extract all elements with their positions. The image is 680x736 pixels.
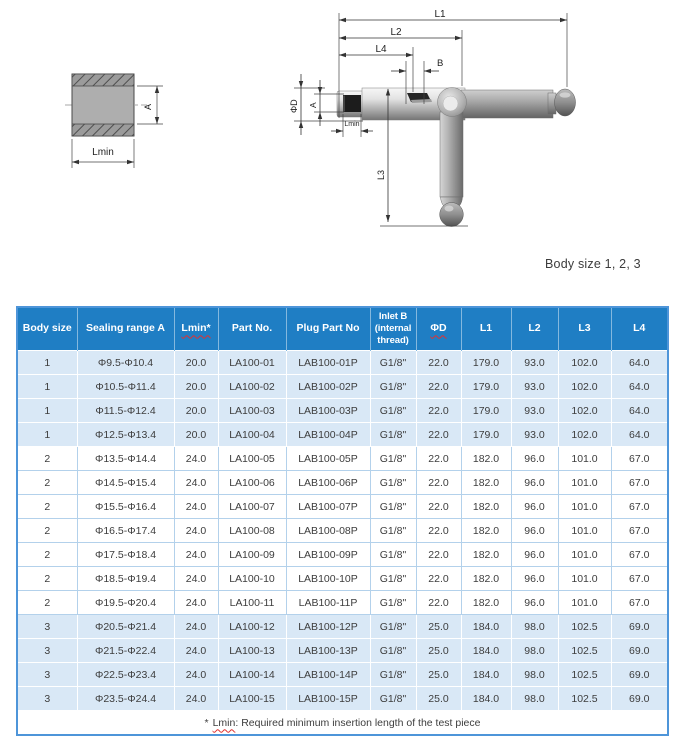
spec-cell: 22.0 [416, 351, 461, 375]
spec-cell: 96.0 [511, 567, 558, 591]
dim-label-a-right: A [308, 102, 318, 108]
spec-cell: 179.0 [461, 375, 511, 399]
spec-cell: LAB100-09P [286, 543, 370, 567]
spec-cell: 102.5 [558, 639, 611, 663]
spec-cell: 101.0 [558, 495, 611, 519]
spec-cell: 184.0 [461, 615, 511, 639]
spec-cell: 24.0 [174, 567, 218, 591]
spec-row [17, 591, 668, 615]
spec-cell: 101.0 [558, 591, 611, 615]
spec-cell: 25.0 [416, 687, 461, 711]
spec-cell: G1/8" [370, 543, 416, 567]
spec-cell: 2 [17, 447, 77, 471]
spec-cell: Φ21.5-Φ22.4 [77, 639, 174, 663]
spec-cell: LA100-04 [218, 423, 286, 447]
spec-cell: 182.0 [461, 447, 511, 471]
spec-cell: 96.0 [511, 543, 558, 567]
spec-cell: 22.0 [416, 399, 461, 423]
footnote-text: : Required minimum insertion length of the test piece [235, 716, 481, 729]
spec-cell: 2 [17, 495, 77, 519]
column-header: L1 [461, 307, 511, 351]
column-header: ΦD [416, 307, 461, 351]
spec-cell: LA100-08 [218, 519, 286, 543]
column-header: Plug Part No [286, 307, 370, 351]
spec-cell: 102.5 [558, 687, 611, 711]
spec-cell: G1/8" [370, 471, 416, 495]
spec-cell: Φ17.5-Φ18.4 [77, 543, 174, 567]
spec-cell: 182.0 [461, 543, 511, 567]
spec-cell: 24.0 [174, 687, 218, 711]
spec-cell: LA100-07 [218, 495, 286, 519]
spec-row [17, 399, 668, 423]
spec-cell: 96.0 [511, 519, 558, 543]
spec-cell: 182.0 [461, 519, 511, 543]
spec-cell: 24.0 [174, 615, 218, 639]
spec-cell: 1 [17, 375, 77, 399]
tool-body-right [461, 90, 553, 118]
dim-label-phi-d: ΦD [289, 99, 299, 113]
spec-cell: Φ15.5-Φ16.4 [77, 495, 174, 519]
spec-cell: LA100-11 [218, 591, 286, 615]
footnote-cell [17, 711, 668, 736]
spec-row [17, 543, 668, 567]
spec-cell: 24.0 [174, 591, 218, 615]
spec-cell: Φ20.5-Φ21.4 [77, 615, 174, 639]
dim-label-l3: L3 [376, 169, 386, 180]
spec-cell: LAB100-06P [286, 471, 370, 495]
spec-cell: LA100-09 [218, 543, 286, 567]
spec-cell: 101.0 [558, 519, 611, 543]
spec-row [17, 663, 668, 687]
spec-cell: 102.0 [558, 375, 611, 399]
spec-cell: 101.0 [558, 567, 611, 591]
spec-cell: 3 [17, 639, 77, 663]
column-header: L2 [511, 307, 558, 351]
spec-cell: Φ18.5-Φ19.4 [77, 567, 174, 591]
dim-label-l2: L2 [390, 27, 402, 38]
spec-row [17, 519, 668, 543]
spec-cell: 22.0 [416, 471, 461, 495]
table-header-row [17, 307, 668, 351]
spec-cell: LAB100-08P [286, 519, 370, 543]
spec-cell: 22.0 [416, 543, 461, 567]
dim-label-lmin-left: Lmin [92, 147, 114, 158]
spec-cell: 2 [17, 567, 77, 591]
spec-cell: 25.0 [416, 639, 461, 663]
spec-cell: 67.0 [611, 543, 668, 567]
spec-cell: 1 [17, 399, 77, 423]
sealing-tool-drawing [289, 9, 576, 227]
spec-cell: 101.0 [558, 543, 611, 567]
spec-cell: LAB100-05P [286, 447, 370, 471]
dim-label-l1: L1 [434, 9, 446, 20]
spec-cell: Φ10.5-Φ11.4 [77, 375, 174, 399]
spec-cell: 20.0 [174, 423, 218, 447]
spec-cell: LAB100-15P [286, 687, 370, 711]
spec-cell: 69.0 [611, 687, 668, 711]
spec-cell: LAB100-01P [286, 351, 370, 375]
dim-label-l4: L4 [375, 44, 387, 55]
tool-leg [440, 112, 463, 197]
insertion-tip [343, 95, 361, 112]
spec-cell: LA100-06 [218, 471, 286, 495]
spec-cell: 102.0 [558, 423, 611, 447]
spec-row [17, 615, 668, 639]
column-header: Lmin* [174, 307, 218, 351]
spec-cell: 22.0 [416, 375, 461, 399]
spec-cell: 22.0 [416, 495, 461, 519]
spec-cell: 101.0 [558, 447, 611, 471]
spec-cell: G1/8" [370, 423, 416, 447]
spec-cell: G1/8" [370, 663, 416, 687]
spec-cell: Φ9.5-Φ10.4 [77, 351, 174, 375]
spec-cell: 184.0 [461, 687, 511, 711]
spec-cell: G1/8" [370, 351, 416, 375]
footnote-star: * [204, 716, 209, 729]
spec-cell: 24.0 [174, 519, 218, 543]
spec-cell: 101.0 [558, 471, 611, 495]
spec-cell: LA100-12 [218, 615, 286, 639]
spec-cell: 22.0 [416, 567, 461, 591]
spec-cell: LA100-01 [218, 351, 286, 375]
spec-cell: G1/8" [370, 567, 416, 591]
spec-cell: LA100-13 [218, 639, 286, 663]
spec-cell: 24.0 [174, 543, 218, 567]
spec-row [17, 567, 668, 591]
spec-cell: 24.0 [174, 447, 218, 471]
spec-cell: 182.0 [461, 495, 511, 519]
spec-cell: 102.5 [558, 663, 611, 687]
spec-cell: 67.0 [611, 471, 668, 495]
column-header: Body size [17, 307, 77, 351]
spec-cell: LA100-03 [218, 399, 286, 423]
spec-cell: 3 [17, 663, 77, 687]
spec-row [17, 687, 668, 711]
spec-cell: Φ11.5-Φ12.4 [77, 399, 174, 423]
spec-cell: LAB100-04P [286, 423, 370, 447]
spec-cell: Φ16.5-Φ17.4 [77, 519, 174, 543]
spec-cell: 20.0 [174, 375, 218, 399]
column-header: L4 [611, 307, 668, 351]
spec-cell: 64.0 [611, 399, 668, 423]
spec-cell: 67.0 [611, 447, 668, 471]
dim-label-a-left: A [143, 103, 153, 110]
spec-cell: 1 [17, 423, 77, 447]
spec-cell: G1/8" [370, 519, 416, 543]
spec-cell: 93.0 [511, 351, 558, 375]
spec-cell: Φ19.5-Φ20.4 [77, 591, 174, 615]
spec-cell: G1/8" [370, 399, 416, 423]
spec-cell: 184.0 [461, 639, 511, 663]
spec-cell: LA100-10 [218, 567, 286, 591]
spec-cell: 3 [17, 687, 77, 711]
spec-cell: 93.0 [511, 399, 558, 423]
spec-cell: LA100-02 [218, 375, 286, 399]
technical-drawings [0, 0, 680, 300]
spec-cell: LA100-15 [218, 687, 286, 711]
spec-cell: 2 [17, 591, 77, 615]
spec-cell: LA100-05 [218, 447, 286, 471]
spec-cell: 67.0 [611, 495, 668, 519]
spec-cell: 182.0 [461, 591, 511, 615]
spec-cell: 24.0 [174, 639, 218, 663]
footnote-row [17, 711, 668, 736]
spec-cell: 64.0 [611, 423, 668, 447]
spec-cell: LAB100-07P [286, 495, 370, 519]
spec-cell: 102.0 [558, 351, 611, 375]
spec-cell: 102.0 [558, 399, 611, 423]
spec-cell: 93.0 [511, 375, 558, 399]
spec-cell: 179.0 [461, 399, 511, 423]
spec-cell: 24.0 [174, 663, 218, 687]
spec-cell: LAB100-14P [286, 663, 370, 687]
spec-cell: 96.0 [511, 495, 558, 519]
spec-cell: 22.0 [416, 591, 461, 615]
dim-label-b: B [437, 58, 444, 69]
spec-cell: LA100-14 [218, 663, 286, 687]
spec-cell: 64.0 [611, 351, 668, 375]
spec-cell: 69.0 [611, 615, 668, 639]
spec-cell: LAB100-03P [286, 399, 370, 423]
column-header: Part No. [218, 307, 286, 351]
spec-cell: G1/8" [370, 447, 416, 471]
spec-cell: 179.0 [461, 351, 511, 375]
spec-row [17, 471, 668, 495]
spec-cell: LAB100-02P [286, 375, 370, 399]
spec-cell: G1/8" [370, 615, 416, 639]
spec-cell: Φ13.5-Φ14.4 [77, 447, 174, 471]
spec-cell: 98.0 [511, 615, 558, 639]
spec-cell: 98.0 [511, 687, 558, 711]
spec-row [17, 375, 668, 399]
spec-row [17, 351, 668, 375]
spec-row [17, 495, 668, 519]
spec-cell: 96.0 [511, 447, 558, 471]
spec-cell: 182.0 [461, 567, 511, 591]
spec-cell: 179.0 [461, 423, 511, 447]
dim-label-lmin-right: Lmin [344, 121, 360, 128]
spec-cell: LAB100-10P [286, 567, 370, 591]
hatch-band-bottom [72, 124, 134, 136]
spec-cell: 69.0 [611, 639, 668, 663]
spec-cell: 1 [17, 351, 77, 375]
spec-cell: G1/8" [370, 375, 416, 399]
body-size-caption: Body size 1, 2, 3 [545, 257, 641, 271]
spec-cell: LAB100-11P [286, 591, 370, 615]
spec-cell: 98.0 [511, 663, 558, 687]
column-header: L3 [558, 307, 611, 351]
spec-cell: G1/8" [370, 687, 416, 711]
spec-cell: G1/8" [370, 639, 416, 663]
column-header: Sealing range A [77, 307, 174, 351]
spec-cell: 24.0 [174, 471, 218, 495]
spec-cell: Φ22.5-Φ23.4 [77, 663, 174, 687]
spec-cell: 67.0 [611, 567, 668, 591]
spec-cell: 184.0 [461, 663, 511, 687]
spec-cell: 20.0 [174, 399, 218, 423]
spec-cell: 69.0 [611, 663, 668, 687]
spec-cell: LAB100-13P [286, 639, 370, 663]
spec-cell: 102.5 [558, 615, 611, 639]
spec-cell: 25.0 [416, 615, 461, 639]
spec-cell: 182.0 [461, 471, 511, 495]
spec-cell: 24.0 [174, 495, 218, 519]
spec-row [17, 639, 668, 663]
spec-table [16, 306, 669, 736]
spec-cell: LAB100-12P [286, 615, 370, 639]
spec-cell: 22.0 [416, 447, 461, 471]
spec-cell: 2 [17, 519, 77, 543]
column-header: Inlet B (internal thread) [370, 307, 416, 351]
spec-cell: 22.0 [416, 423, 461, 447]
spec-cell: 2 [17, 471, 77, 495]
spec-cell: 96.0 [511, 591, 558, 615]
test-piece-section-drawing [65, 74, 163, 168]
spec-cell: 22.0 [416, 519, 461, 543]
spec-cell: 96.0 [511, 471, 558, 495]
footnote-term: Lmin [212, 716, 236, 729]
spec-row [17, 447, 668, 471]
spec-cell: 98.0 [511, 639, 558, 663]
hatch-band-top [72, 74, 134, 86]
spec-cell: G1/8" [370, 495, 416, 519]
spec-cell: 2 [17, 543, 77, 567]
spec-cell: 20.0 [174, 351, 218, 375]
spec-cell: 64.0 [611, 375, 668, 399]
spec-cell: G1/8" [370, 591, 416, 615]
spec-cell: 67.0 [611, 519, 668, 543]
spec-cell: 25.0 [416, 663, 461, 687]
spec-cell: 93.0 [511, 423, 558, 447]
spec-cell: Φ14.5-Φ15.4 [77, 471, 174, 495]
spec-cell: Φ12.5-Φ13.4 [77, 423, 174, 447]
spec-cell: 3 [17, 615, 77, 639]
spec-row [17, 423, 668, 447]
spec-cell: Φ23.5-Φ24.4 [77, 687, 174, 711]
spec-cell: 67.0 [611, 591, 668, 615]
